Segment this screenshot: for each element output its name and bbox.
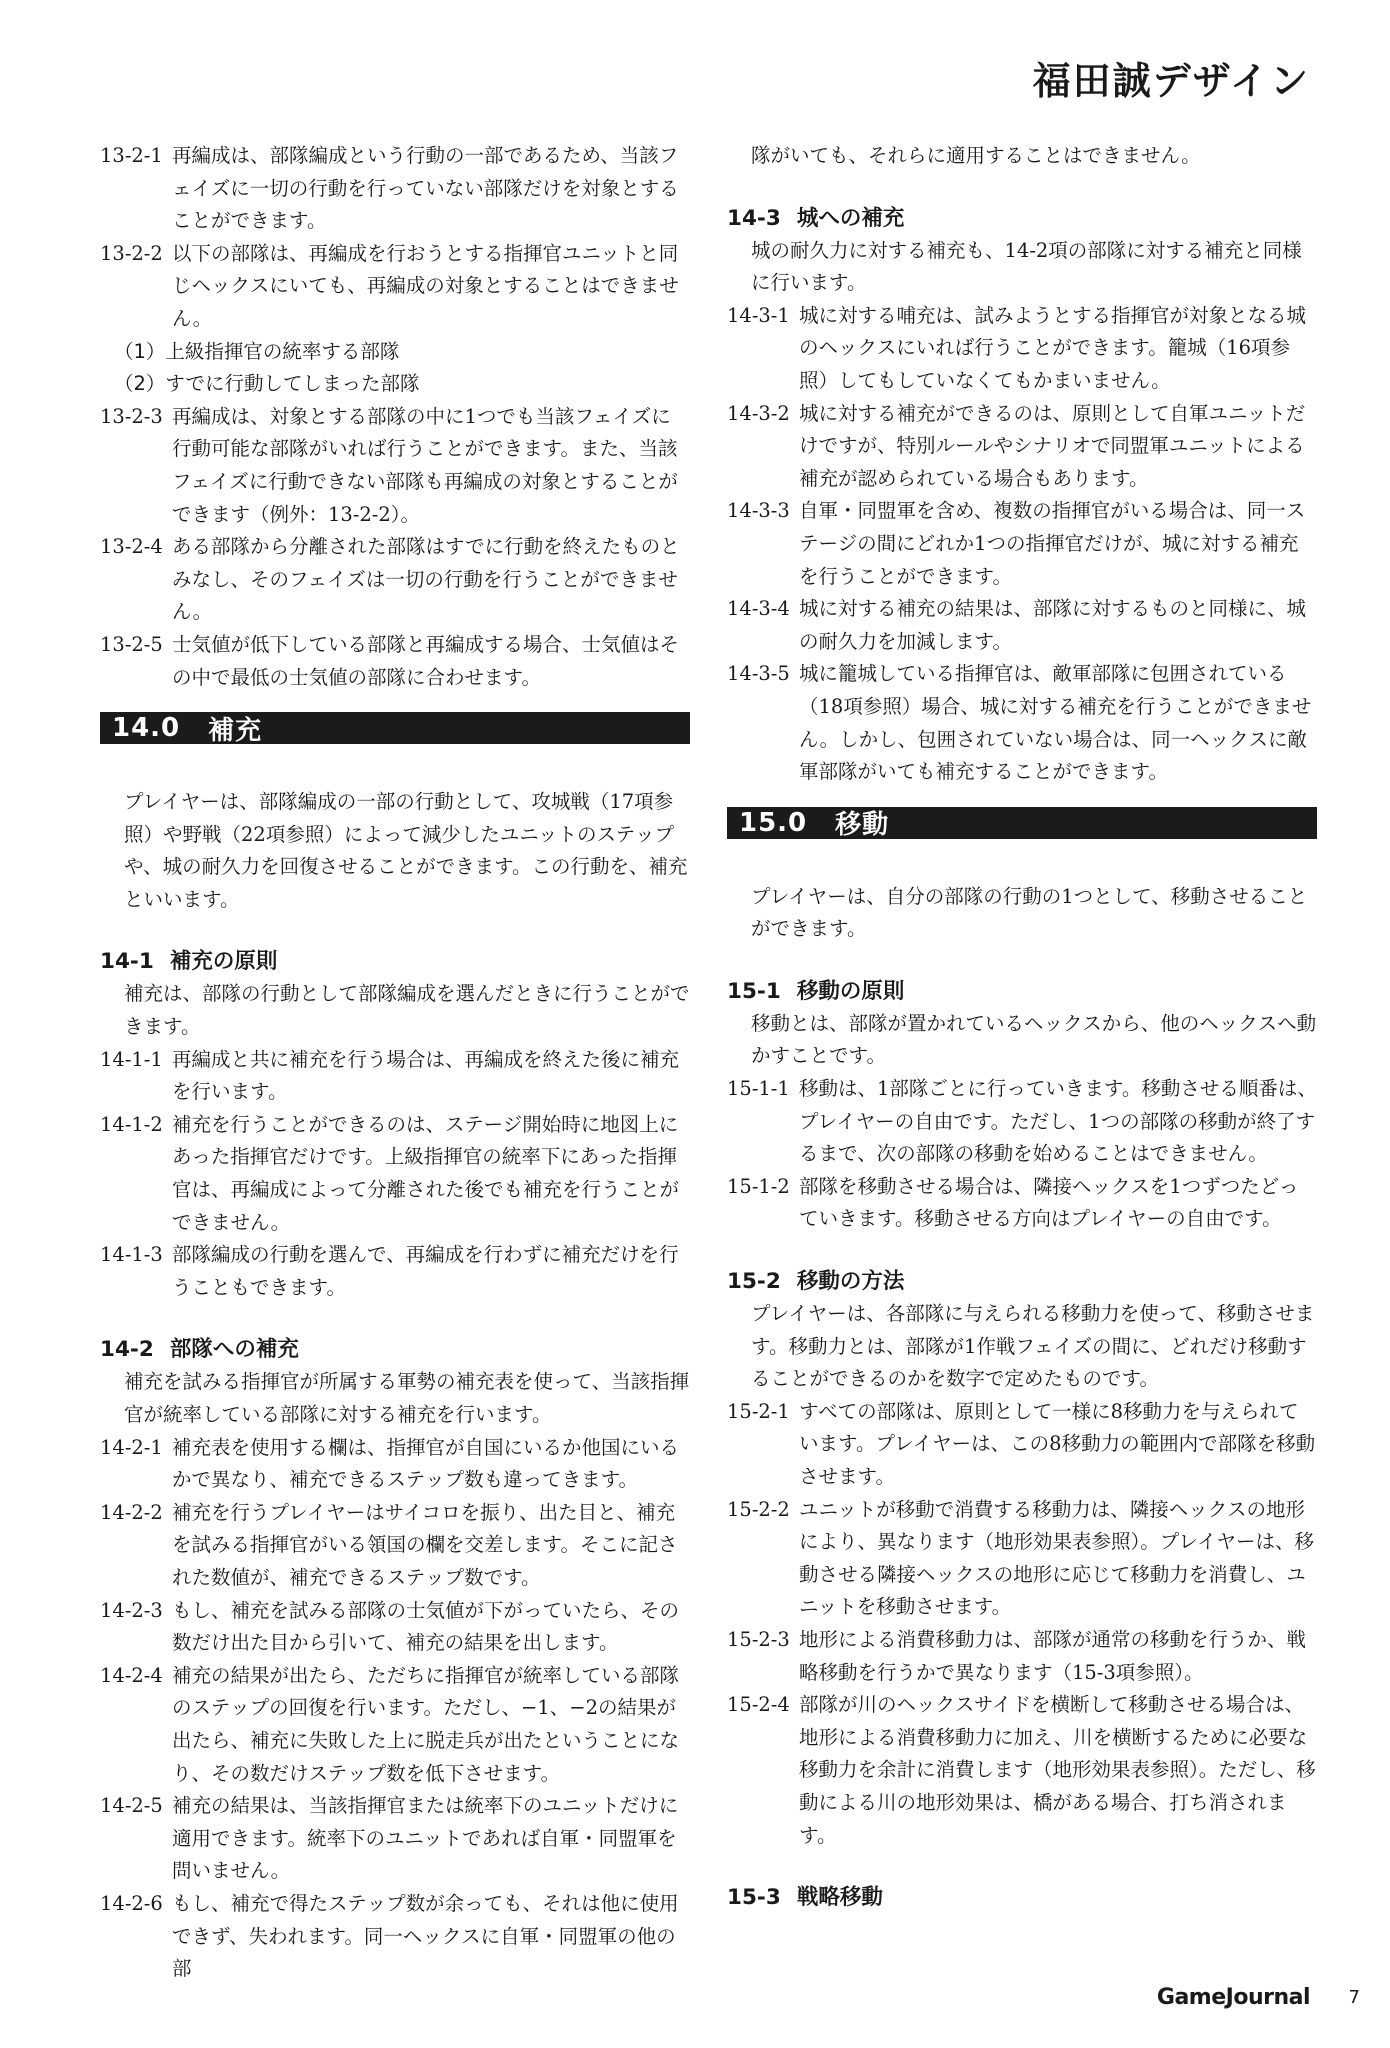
subsection-lead: 移動とは、部隊が置かれているヘックスから、他のヘックスへ動かすことです。	[751, 1011, 1317, 1068]
rule-item	[727, 300, 1317, 398]
rule-number: 15-2-4	[727, 1693, 790, 1717]
section-heading-15	[727, 807, 1317, 839]
rule-text: 再編成は、部隊編成という行動の一部であるため、当該フェイズに一切の行動を行っていない部隊だけを対象とすることができます。	[172, 144, 679, 233]
subsection-lead: 城の耐久力に対する補充も、14-2項の部隊に対する補充と同様に行います。	[751, 238, 1302, 295]
rule-text: もし、補充で得たステップ数が余っても、それは他に使用できず、失われます。同一ヘックスに自軍・同盟軍の他の部	[172, 1891, 679, 1981]
subsection-number: 15-2	[727, 1269, 781, 1295]
rule-text: 士気値が低下している部隊と再編成する場合、士気値はその中で最低の士気値の部隊に合わせます。	[172, 632, 680, 689]
rule-number: 14-2-2	[100, 1500, 163, 1524]
rule-number: 14-3-4	[727, 597, 790, 621]
left-column	[100, 140, 690, 1986]
rule-item	[727, 398, 1317, 496]
subsection-number: 15-3	[727, 1885, 781, 1911]
subsection-lead: 補充を試みる指揮官が所属する軍勢の補充表を使って、当該指揮官が統率している部隊に対する補充を行います。	[124, 1370, 690, 1426]
subsection-lead: 補充は、部隊の行動として部隊編成を選んだときに行うことができます。	[124, 982, 690, 1039]
rule-text: ユニットが移動で消費する移動力は、隣接ヘックスの地形により、異なります（地形効果表参照）。プレイヤーは、移動させる隣接ヘックスの地形に応じて移動力を消費し、ユニットを移動させます。	[799, 1497, 1314, 1619]
rule-number: 14-1-3	[100, 1243, 163, 1267]
rule-number: 15-1-2	[727, 1174, 790, 1198]
subsection-heading-15-1	[727, 976, 1317, 1008]
rule-number: 14-3-2	[727, 401, 790, 425]
rule-item	[100, 531, 690, 629]
rule-item	[100, 1432, 690, 1497]
subsection-title: 城への補充	[796, 205, 905, 231]
rule-number: 14-3-1	[727, 303, 790, 327]
rule-text: 城に籠城している指揮官は、敵軍部隊に包囲されている（18項参照）場合、城に対する補充を行うことができません。しかし、包囲されていない場合は、同一ヘックスに敵軍部隊がいても補充することができます。	[799, 662, 1312, 784]
rule-number: 15-2-2	[727, 1497, 790, 1521]
rule-number: 14-1-2	[100, 1112, 163, 1136]
subsection-title: 戦略移動	[796, 1885, 883, 1911]
rule-text: 補充表を使用する欄は、指揮官が自国にいるか他国にいるかで異なり、補充できるステップ数も違ってきます。	[172, 1435, 680, 1492]
subsection-heading-15-2	[727, 1266, 1317, 1298]
section-heading-14	[100, 712, 690, 744]
continuation-text: 隊がいても、それらに適用することはできません。	[751, 144, 1201, 167]
rule-number: 14-3-3	[727, 499, 790, 523]
rule-text: 部隊を移動させる場合は、隣接ヘックスを1つずつたどっていきます。移動させる方向はプレイヤーの自由です。	[799, 1174, 1299, 1231]
right-column	[727, 140, 1317, 1914]
rule-text: 補充の結果が出たら、ただちに指揮官が統率している部隊のステップの回復を行います。ただし、−1、−2の結果が出たら、補充に失敗した上に脱走兵が出たということになり、その数だけステップ数を低下させます。	[172, 1663, 680, 1785]
rule-item	[100, 1660, 690, 1790]
rule-sub-item: （1）上級指揮官の統率する部隊	[114, 339, 400, 363]
page-number: 7	[1348, 1987, 1360, 2008]
rule-item	[727, 1624, 1317, 1689]
rule-item	[727, 658, 1317, 788]
rule-item	[100, 1044, 690, 1109]
rule-text: 部隊が川のヘックスサイドを横断して移動させる場合は、地形による消費移動力に加え、川を横断するために必要な移動力を余計に消費します（地形効果表参照）。ただし、移動による川の地形効果は、橋がある場合、打ち消されます。	[799, 1693, 1316, 1847]
rule-number: 13-2-2	[100, 241, 163, 265]
rule-number: 13-2-1	[100, 144, 163, 167]
rule-item	[727, 1073, 1317, 1171]
rule-item	[727, 593, 1317, 658]
rule-item	[727, 1689, 1317, 1852]
rule-number: 15-1-1	[727, 1077, 790, 1101]
rule-text: 補充の結果は、当該指揮官または統率下のユニットだけに適用できます。統率下のユニットであれば自軍・同盟軍を問いません。	[172, 1794, 679, 1883]
subsection-number: 14-1	[100, 949, 154, 975]
rule-number: 15-2-3	[727, 1627, 790, 1651]
subsection-title: 移動の原則	[796, 978, 905, 1004]
section-intro: プレイヤーは、自分の部隊の行動の1つとして、移動させることができます。	[751, 884, 1308, 941]
subsection-title: 補充の原則	[169, 949, 278, 975]
section-intro: プレイヤーは、部隊編成の一部の行動として、攻城戦（17項参照）や野戦（22項参照）によって減少したユニットのステップや、城の耐久力を回復させることができます。この行動を、補充といいます。	[124, 790, 688, 911]
section-number: 14.0	[112, 713, 181, 744]
rule-text: 再編成と共に補充を行う場合は、再編成を終えた後に補充を行います。	[172, 1047, 680, 1104]
section-title: 補充	[208, 715, 263, 746]
rule-item	[100, 1497, 690, 1595]
rule-item	[727, 1396, 1317, 1494]
subsection-heading-14-1	[100, 946, 690, 978]
rule-item	[727, 1494, 1317, 1624]
rule-number: 14-3-5	[727, 662, 790, 686]
rule-text: すべての部隊は、原則として一様に8移動力を与えられています。プレイヤーは、この8移動力の範囲内で部隊を移動させます。	[799, 1399, 1316, 1488]
rule-item	[100, 629, 690, 694]
rule-text: 以下の部隊は、再編成を行おうとする指揮官ユニットと同じヘックスにいても、再編成の対象とすることはできません。	[172, 241, 679, 330]
rule-number: 14-2-5	[100, 1794, 163, 1818]
rule-item	[100, 238, 690, 336]
page-header-title: 福田誠デザイン	[1032, 59, 1310, 103]
rule-item	[100, 401, 690, 531]
rule-text: ある部隊から分離された部隊はすでに行動を終えたものとみなし、そのフェイズは一切の行動を行うことができません。	[172, 535, 680, 624]
rule-number: 14-2-4	[100, 1663, 163, 1687]
rule-item	[100, 1888, 690, 1986]
rule-text: 城に対する哺充は、試みようとする指揮官が対象となる城のヘックスにいれば行うことができます。籠城（16項参照）してもしていなくてもかまいません。	[799, 303, 1307, 392]
rule-text: 移動は、1部隊ごとに行っていきます。移動させる順番は、プレイヤーの自由です。ただし、1つの部隊の移動が終了するまで、次の部隊の移動を始めることはできません。	[799, 1077, 1317, 1166]
rule-text: 城に対する補充ができるのは、原則として自軍ユニットだけですが、特別ルールやシナリオで同盟軍ユニットによる補充が認められている場合もあります。	[799, 401, 1306, 490]
rule-item	[727, 495, 1317, 593]
rule-item	[100, 1239, 690, 1304]
rule-number: 15-2-1	[727, 1399, 790, 1423]
rule-item	[100, 140, 690, 238]
rule-text: 補充を行うことができるのは、ステージ開始時に地図上にあった指揮官だけです。上級指揮官の統率下にあった指揮官は、再編成によって分離された後でも補充を行うことができません。	[172, 1112, 680, 1234]
section-number: 15.0	[739, 807, 808, 838]
subsection-heading-14-2	[100, 1334, 690, 1366]
rule-text: もし、補充を試みる部隊の士気値が下がっていたら、その数だけ出た目から引いて、補充の結果を出します。	[172, 1598, 680, 1655]
subsection-heading-14-3	[727, 203, 1317, 235]
rule-number: 13-2-5	[100, 632, 163, 656]
rule-number: 14-2-3	[100, 1598, 163, 1622]
subsection-lead: プレイヤーは、各部隊に与えられる移動力を使って、移動させます。移動力とは、部隊が1作戦フェイズの間に、どれだけ移動することができるのかを数字で定めたものです。	[751, 1302, 1315, 1391]
rule-text: 城に対する補充の結果は、部隊に対するものと同様に、城の耐久力を加減します。	[799, 597, 1307, 653]
rule-item	[100, 1109, 690, 1239]
subsection-number: 14-3	[727, 205, 781, 231]
rule-item	[100, 1790, 690, 1888]
rule-item	[100, 1595, 690, 1660]
rule-number: 14-1-1	[100, 1047, 163, 1071]
magazine-logo: GameJournal	[1156, 1985, 1310, 2010]
rule-text: 補充を行うプレイヤーはサイコロを振り、出た目と、補充を試みる指揮官がいる領国の欄を交差します。そこに記された数値が、補充できるステップ数です。	[172, 1500, 678, 1589]
rule-number: 13-2-3	[100, 404, 163, 428]
subsection-title: 移動の方法	[796, 1269, 905, 1295]
subsection-heading-15-3	[727, 1882, 1317, 1914]
section-title: 移動	[835, 810, 890, 841]
subsection-number: 14-2	[100, 1337, 154, 1363]
rule-number: 14-2-6	[100, 1891, 163, 1915]
rule-number: 13-2-4	[100, 535, 163, 559]
subsection-title: 部隊への補充	[169, 1337, 299, 1363]
rule-number: 14-2-1	[100, 1435, 163, 1459]
rule-text: 再編成は、対象とする部隊の中に1つでも当該フェイズに行動可能な部隊がいれば行うことができます。また、当該フェイズに行動できない部隊も再編成の対象とすることができます（例外：13-2-2）。	[172, 404, 678, 526]
rule-list-13-2	[100, 140, 690, 694]
rule-text: 地形による消費移動力は、部隊が通常の移動を行うか、戦略移動を行うかで異なります（15-3項参照）。	[799, 1627, 1307, 1684]
rule-sub-item: （2）すでに行動してしまった部隊	[114, 372, 420, 396]
rule-text: 部隊編成の行動を選んで、再編成を行わずに補充だけを行うこともできます。	[172, 1243, 679, 1299]
subsection-number: 15-1	[727, 978, 781, 1004]
rule-text: 自軍・同盟軍を含め、複数の指揮官がいる場合は、同一ステージの間にどれか1つの指揮官だけが、城に対する補充を行うことができます。	[799, 499, 1306, 588]
rule-item	[727, 1171, 1317, 1236]
